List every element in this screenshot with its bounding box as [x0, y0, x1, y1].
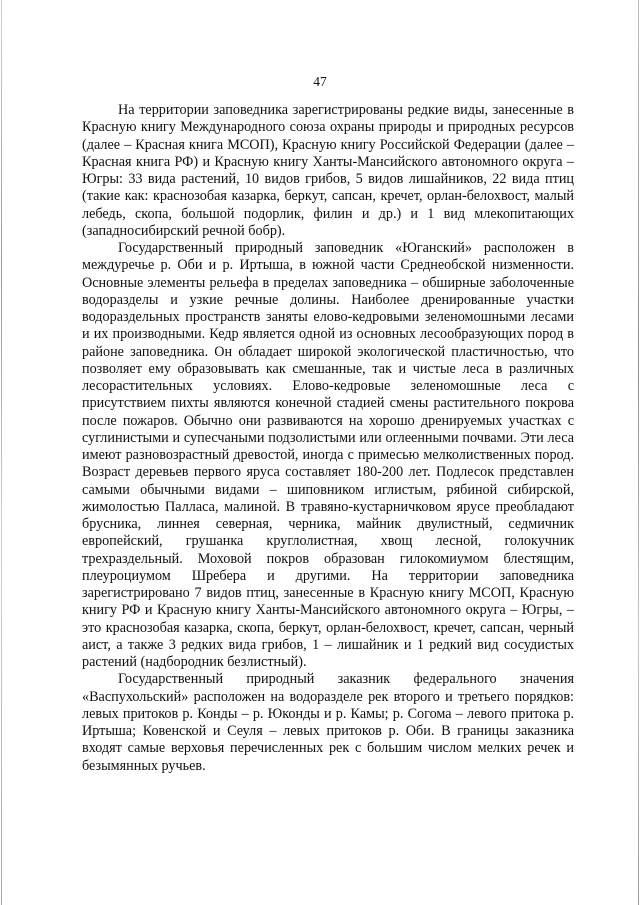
- scan-left-edge: [1, 0, 2, 905]
- page-number: 47: [313, 74, 327, 89]
- scan-right-edge: [638, 0, 639, 905]
- paragraph-yugansky-reserve: Государственный природный заповедник «Юганский» расположен в междуречье р. Оби и р. Иртыша, в южной части Среднеобской низменности. Основные элементы рельефа в пределах заповедника – обширные заболоченные водоразделы и узкие речные долины. Наиболее дренированные участки водораздельных пространств заняты елово-кедровыми зеленомошными лесами и их производными. Кедр является одной из основных лесообразующих пород в районе заповедника. Он обладает широкой экологической пластичностью, что позволяет ему образовывать как смешанные, так и чистые леса в различных лесорастительных условиях. Елово-кедровые зеленомошные леса с присутствием пихты являются конечной стадией смены растительного покрова после пожаров. Обычно они развиваются на хорошо дренируемых участках с суглинистыми и супесчаными подзолистыми или оглеенными почвами. Эти леса имеют разновозрастный древостой, иногда с примесью мелколиственных пород. Возраст деревьев первого яруса составляет 180-200 лет. Подлесок представлен самыми обычными видами – шиповником иглистым, рябиной сибирской, жимолостью Палласа, малиной. В травяно-кустарничковом ярусе преобладают брусника, линнея северная, черника, майник двулистный, седмичник европейский, грушанка круглолистная, хвощ лесной, голокучник трехраздельный. Моховой покров образован гилокомиумом блестящим, плеуроциумом Шребера и другими. На территории заповедника зарегистрировано 7 видов птиц, занесенные в Красную книгу МСОП, Красную книгу РФ и Красную книгу Ханты-Мансийского автономного округа – Югры, – это краснозобая казарка, скопа, беркут, орлан-белохвост, кречет, сапсан, черный аист, а также 3 редких вида грибов, 1 – лишайник и 1 редкий вид сосудистых растений (надбородник безлистный).: [82, 240, 574, 670]
- paragraph-vaspukholsky-sanctuary: Государственный природный заказник федерального значения «Васпухольский» расположен на водоразделе рек второго и третьего порядков: левых притоков р. Конды – р. Юконды и р. Камы; р. Согома – левого притока р. Иртыша; Ковенской и Сеуля – левых притоков р. Оби. В границы заказника входят самые верховья перечисленных рек с большим числом мелких речек и безымянных ручьев.: [82, 671, 574, 774]
- body-text: [82, 102, 574, 775]
- paragraph-red-book-species: На территории заповедника зарегистрированы редкие виды, занесенные в Красную книгу Международного союза охраны природы и природных ресурсов (далее – Красная книга МСОП), Красную книгу Российской Федерации (далее – Красная книга РФ) и Красную книгу Ханты-Мансийского автономного округа – Югры: 33 вида растений, 10 видов грибов, 5 видов лишайников, 22 вида птиц (такие как: краснозобая казарка, беркут, сапсан, кречет, орлан-белохвост, малый лебедь, скопа, большой подорлик, филин и др.) и 1 вид млекопитающих (западносибирский речной бобр).: [82, 102, 574, 239]
